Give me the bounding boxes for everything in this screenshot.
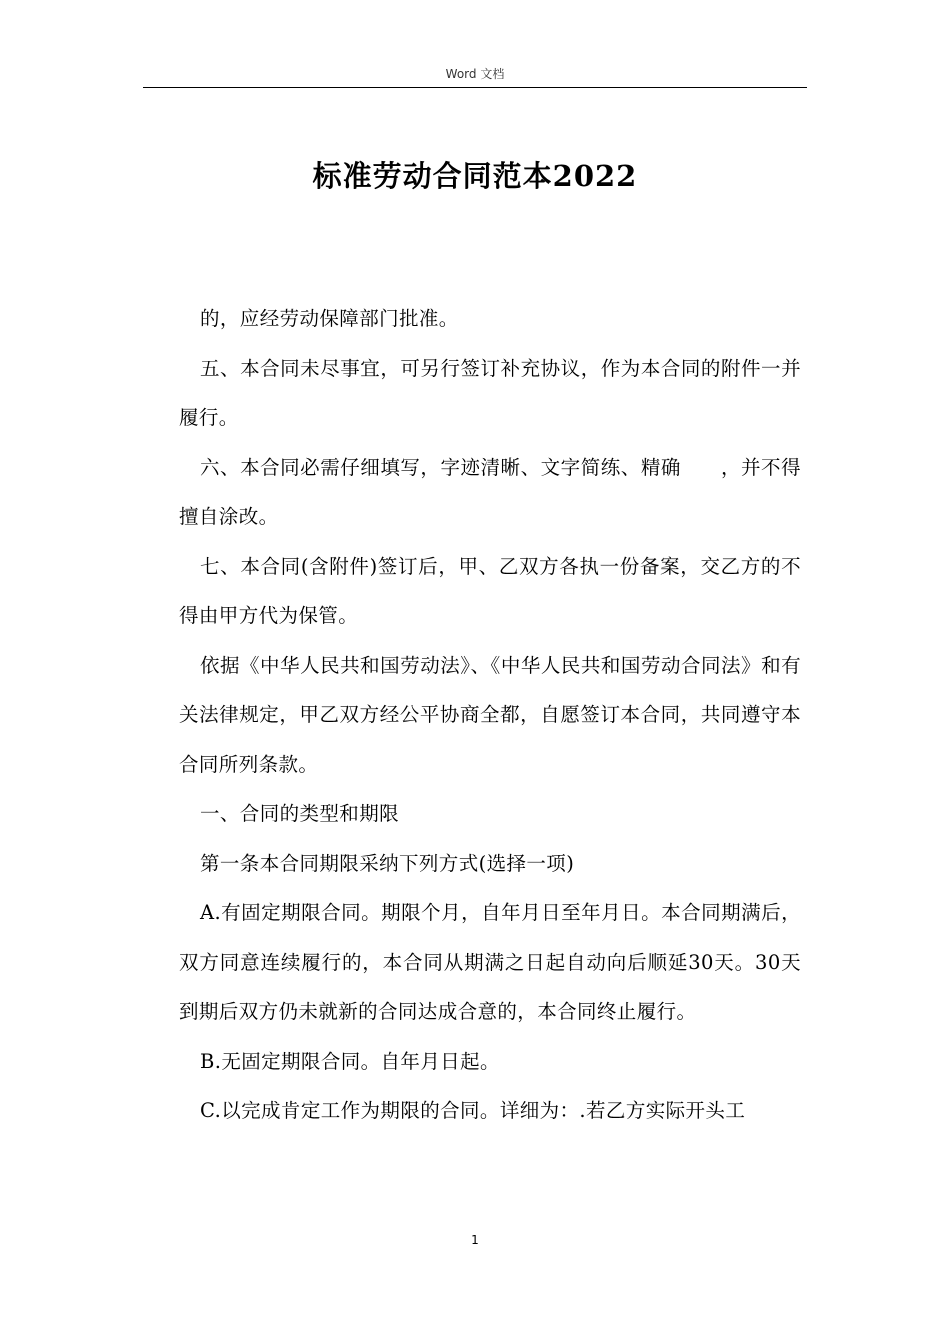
paragraph: A.有固定期限合同。期限个月，自年月日至年月日。本合同期满后，双方同意连续履行的，本合同从期满之日起自动向后顺延30天。30天到期后双方仍未就新的合同达成合意的，本合同终止履行。 — [179, 901, 801, 1023]
paragraph: 第一条本合同期限采纳下列方式(选择一项) — [200, 851, 575, 875]
paragraph: 六、本合同必需仔细填写，字迹清晰、文字简练、精确 ，并不得擅自涂改。 — [179, 455, 801, 528]
document-body — [179, 294, 801, 1136]
paragraph: B.无固定期限合同。自年月日起。 — [200, 1049, 500, 1073]
header-divider — [143, 87, 807, 88]
paragraph: 五、本合同未尽事宜，可另行签订补充协议，作为本合同的附件一并履行。 — [179, 356, 801, 429]
page-number: 1 — [471, 1233, 479, 1247]
document-title: 标准劳动合同范本2022 — [312, 159, 638, 193]
paragraph: C.以完成肯定工作为期限的合同。详细为：.若乙方实际开头工 — [200, 1099, 746, 1122]
section-heading: 一、合同的类型和期限 — [200, 802, 400, 825]
paragraph: 的，应经劳动保障部门批准。 — [200, 307, 459, 330]
paragraph: 七、本合同(含附件)签订后，甲、乙双方各执一份备案，交乙方的不得由甲方代为保管。 — [179, 554, 801, 627]
page-header: Word 文档 — [445, 67, 505, 81]
paragraph: 依据《中华人民共和国劳动法》、《中华人民共和国劳动合同法》和有关法律规定，甲乙双方经公平协商全都，自愿签订本合同，共同遵守本合同所列条款。 — [179, 653, 801, 776]
